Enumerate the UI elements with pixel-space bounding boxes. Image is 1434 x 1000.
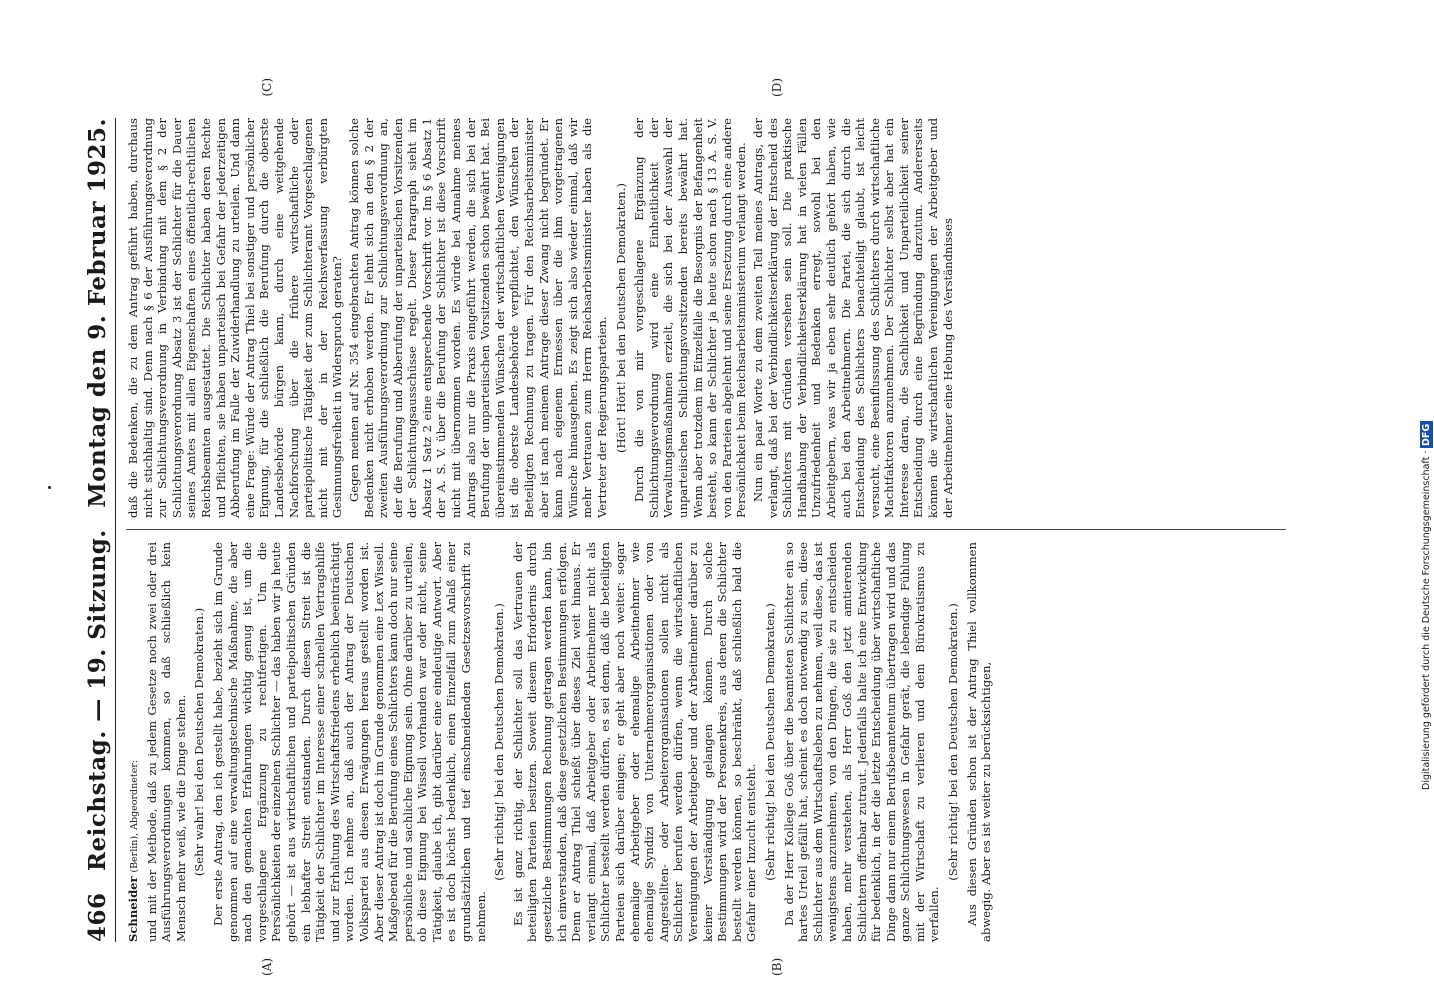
margin-marker-b: (B) <box>770 957 784 976</box>
margin-marker-a: (A) <box>260 957 274 976</box>
page-number: 466 <box>84 892 111 942</box>
speaker-note: (Berlin), Abgeordneter: <box>129 759 140 873</box>
page-date: Montag den 9. Februar 1925. <box>84 118 111 508</box>
right-column <box>126 118 1286 518</box>
paragraph: und mit der Methode, daß zu jedem Gesetze noch zwei oder drei Ausführungsverordnungen kommen, so daß schließlich kein Mensch mehr weiß, wie die Dinge stehen. <box>144 542 188 942</box>
paragraph: Durch die von mir vorgeschlagene Ergänzung der Schlichtungsverordnung wird eine Einheitlichkeit der Verwaltungsmaßnahmen erzielt, die sich bei der Auswahl der unparteiischen Schlichtungsvorsitzenden bereits bewährt hat. Wenn aber trotzdem im Einzelfalle die Besorgnis der Befangenheit besteht, so kann der Schlichter ja heute schon nach § 13 A. S. V. von den Parteien abgelehnt und seine Ersetzung durch eine andere Persönlichkeit beim Reichsarbeitsministerium verlangt werden. <box>632 118 749 518</box>
interjection: (Sehr richtig! bei den Deutschen Demokraten.) <box>946 603 961 881</box>
paragraph: Aus diesen Gründen schon ist der Antrag Thiel vollkommen abwegig. Aber es ist weiter zu berücksichtigen, <box>964 542 994 942</box>
dfg-logo: DFG <box>1421 423 1432 446</box>
paragraph: Da der Herr Kollege Goß über die beamteten Schlichter ein so hartes Urteil gefällt hat, scheint es doch notwendig zu sein, diese Schlichter aus dem Wirtschaftsleben zu nehmen, weil diese, das ist wenigstens anzunehmen, von den Dingen, die sie zu entscheiden haben, mehr verstehen, als Herr Goß den jetzt amtierenden Schlichtern offenbar zutraut. Jedenfalls halte ich eine Entwicklung für bedenklich, in der die letzte Entscheidung über wirtschaftliche Dinge dann nur einem Berufsbeamtentum übertragen wird und das ganze Schlichtungswesen in Gefahr gerät, die lebendige Fühlung mit der Wirtschaft zu verlieren und dem Bürokratismus zu verfallen. <box>781 542 942 942</box>
paragraph: Nun ein paar Worte zu dem zweiten Teil meines Antrags, der verlangt, daß bei der Verbindlichkeitserklärung der Entscheid des Schlichters mit Gründen versehen sein soll. Die praktische Handhabung der Verbindlichkeitserklärung hat in vielen Fällen Unzufriedenheit und Bedenken erregt, sowohl bei den Arbeitgebern, was wir ja eben sehr deutlich gehört haben, wie auch bei den Arbeitnehmern. Die Partei, die sich durch die Entscheidung des Schlichters benachteiligt glaubt, ist leicht versucht, eine Beeinflussung des Schlichters durch wirtschaftliche Machtfaktoren anzunehmen. Der Schlichter selbst aber hat ein Interesse daran, die Sachlichkeit und Unparteilichkeit seiner Entscheidung durch eine Begründung darzutun. Andererseits können die wirtschaftlichen Vereinigungen der Arbeitgeber und der Arbeitnehmer eine Hebung des Verständnisses <box>750 118 955 518</box>
page-title: Reichstag. — 19. Sitzung. <box>84 529 111 872</box>
interjection: (Hört! Hört! bei den Deutschen Demokraten.) <box>613 183 628 453</box>
left-column <box>126 542 1286 942</box>
digitization-credit <box>1421 10 1432 790</box>
credit-text: Digitalisierung gefördert durch die Deutsche Forschungsgemeinschaft · <box>1421 447 1432 790</box>
interjection: (Sehr richtig! bei den Deutschen Demokraten.) <box>762 603 777 881</box>
print-dot <box>48 486 51 489</box>
speaker-line <box>126 542 143 942</box>
paragraph: Es ist ganz richtig, der Schlichter soll das Vertrauen der beteiligten Parteien besitzen. Soweit diesem Erfordernis durch gesetzliche Bestimmungen Rechnung getragen werden kann, bin ich einverstanden, daß diese gesetzlichen Bestimmungen erfolgen. Denn er Antrag Thiel schießt über dieses Ziel weit hinaus. Er verlangt einmal, daß Arbeitgeber oder Arbeitnehmer nicht als Schlichter bestellt werden dürfen, es sei denn, daß die beteiligten Parteien sich darüber einigen; er geht aber noch weiter: sogar ehemalige Arbeitgeber oder ehemalige Arbeitnehmer wie ehemalige Syndizi von Unternehmerorganisationen oder von Angestellten- oder Arbeiterorganisationen sollen nicht als Schlichter berufen werden dürfen, wenn die wirtschaftlichen Vereinigungen der Arbeitgeber und der Arbeitnehmer darüber zu keiner Verständigung gelangen können. Durch solche Bestimmungen wird der Personenkreis, aus denen die Schlichter bestellt werden können, so beschränkt, daß schließlich bald die Gefahr einer Inzucht entsteht. <box>510 542 759 942</box>
speaker-name: Schneider <box>126 876 140 942</box>
page-header <box>84 118 116 942</box>
document-page <box>70 78 1320 976</box>
paragraph: Gegen meinen auf Nr. 354 eingebrachten Antrag können solche Bedenken nicht erhoben werden. Er lehnt sich an den § 2 der zweiten Ausführungsverordnung zur Schlichtungsverordnung an, der die Berufung und Abberufung der unparteiischen Vorsitzenden der Schlichtungsausschüsse regelt. Dieser Paragraph sieht im Absatz 1 Satz 2 eine entsprechende Vorschrift vor. Im § 6 Absatz 1 der A. S. V. über die Berufung der Schlichter ist diese Vorschrift nicht mit übernommen worden. Es würde bei Annahme meines Antrags also nur die Praxis eingeführt werden, die sich bei der Berufung der unparteiischen Vorsitzenden schon bewährt hat. Bei übereinstimmenden Wünschen der wirtschaftlichen Vereinigungen ist die oberste Landesbehörde verpflichtet, den Wünschen der Beteiligten Rechnung zu tragen. Für den Reichsarbeitsminister aber ist nach meinem Antrage dieser Zwang nicht begründet. Er kann nach eigenem Ermessen über die ihm vorgetragenen Wünsche hinausgehen. Es zeigt sich also wieder einmal, daß wir mehr Vertrauen zum Herrn Reichsarbeitsminister haben als die Vertreter der Regierungsparteien. <box>346 118 609 518</box>
interjection: (Sehr richtig! bei den Deutschen Demokraten.) <box>492 603 507 881</box>
interjection: (Sehr wahr! bei den Deutschen Demokraten.) <box>192 607 207 877</box>
text-columns <box>126 118 1286 942</box>
margin-marker-d: (D) <box>770 78 784 97</box>
paragraph: daß die Bedenken, die zu dem Antrag geführt haben, durchaus nicht stichhaltig sind. Denn nach § 6 der Ausführungsverordnung zur Schlichtungsverordnung in Verbindung mit dem § 2 der Schlichtungsverordnung Absatz 3 ist der Schlichter für die Dauer seines Amtes mit allen Eigenschaften eines öffentlich-rechtlichen Reichsbeamten ausgestattet. Die Schlichter haben deren Rechte und Pflichten, sie haben unparteiisch bei Gefahr der jederzeitigen Abberufung im Falle der Zuwiderhandlung zu urteilen. Und dann eine Frage: Würde der Antrag Thiel bei sonstiger und persönlicher Eignung, für die schließlich die Berufung durch die oberste Landesbehörde bürgen kann, durch eine weitgehende Nachforschung über die frühere wirtschaftliche oder parteipolitische Tätigkeit der zum Schlichteramt Vorgeschlagenen nicht mit der in der Reichsverfassung verbürgten Gesinnungsfreiheit in Widerspruch geraten? <box>126 118 345 518</box>
margin-marker-c: (C) <box>260 78 274 97</box>
paragraph: Der erste Antrag, den ich gestellt habe, bezieht sich im Grunde genommen auf eine verwaltungstechnische Maßnahme, die aber nach den gemachten Erfahrungen wichtig genug ist, um die vorgeschlagene Ergänzung zu rechtfertigen. Um die Persönlichkeiten der einzelnen Schlichter — das haben wir ja heute gehört — ist aus wirtschaftlichen und parteipolitischen Gründen ein lebhafter Streit entstanden. Durch diesen Streit ist die Tätigkeit der Schlichter im Interesse einer schnellen Vertragshilfe und zur Erhaltung des Wirtschaftsfriedens erheblich beeinträchtigt worden. Ich nehme an, daß auch der Antrag der Deutschen Volkspartei aus diesen Erwägungen heraus gestellt worden ist. Aber dieser Antrag ist doch im Grunde genommen eine Lex Wissell. Maßgebend für die Berufung eines Schlichters kann doch nur seine persönliche und sachliche Eignung sein. Ohne darüber zu urteilen, ob diese Eignung bei Wissell vorhanden war oder nicht, seine Tätigkeit, glaube ich, gibt darüber eine eindeutige Antwort. Aber es ist doch höchst bedenklich, einen Einzelfall zum Anlaß einer grundsätzlichen und tief einschneidenden Gesetzesvorschrift zu nehmen. <box>210 542 488 942</box>
